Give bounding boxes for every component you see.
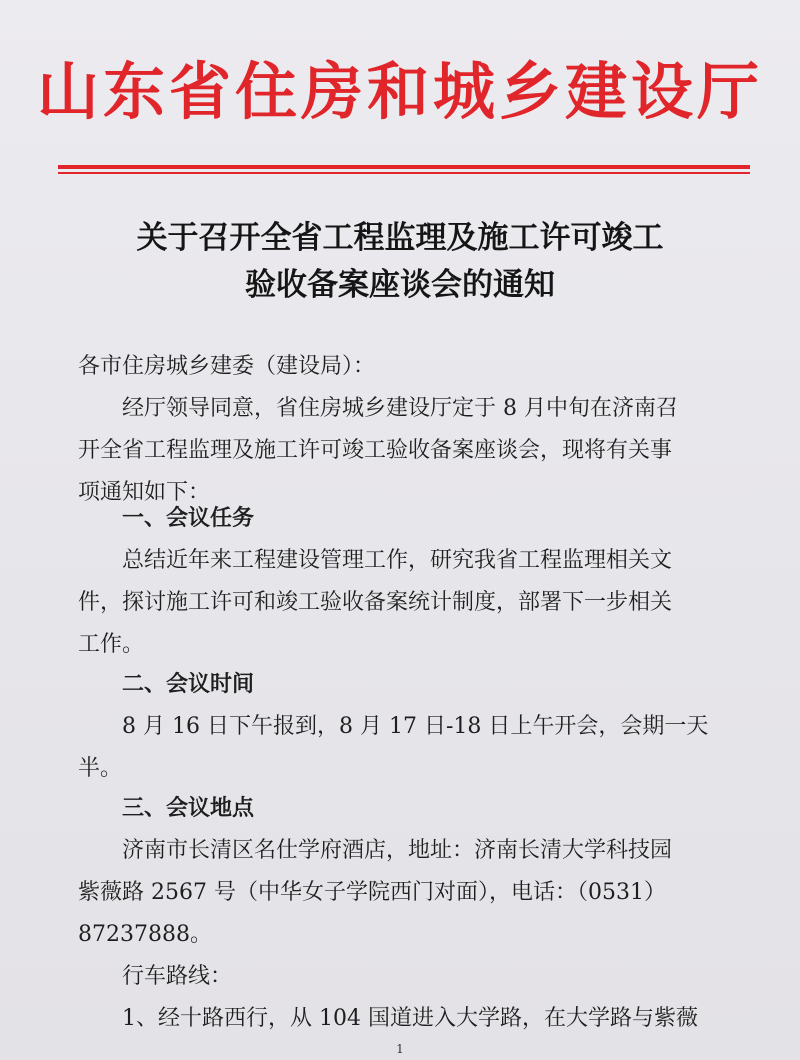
section-1-line-3: 工作。 <box>78 632 145 657</box>
letterhead-title: 山东省住房和城乡建设厅 <box>36 55 763 128</box>
section-2-heading: 二、会议时间 <box>78 672 255 697</box>
section-2-line-1: 8 月 16 日下午报到，8 月 17 日-18 日上午开会，会期一天 <box>78 714 709 739</box>
notice-title-line-2: 验收备案座谈会的通知 <box>245 267 555 303</box>
section-3-heading: 三、会议地点 <box>78 796 255 821</box>
section-1-line-1: 总结近年来工程建设管理工作，研究我省工程监理相关文 <box>78 548 673 573</box>
page-number: 1 <box>396 1042 404 1056</box>
notice-title-line-1: 关于召开全省工程监理及施工许可竣工 <box>136 220 664 256</box>
letterhead-red-rule-thick <box>58 165 750 169</box>
intro-line-2: 开全省工程监理及施工许可竣工验收备案座谈会，现将有关事 <box>78 438 673 463</box>
route-label: 行车路线： <box>78 964 233 989</box>
section-3-line-1: 济南市长清区名仕学府酒店，地址：济南长清大学科技园 <box>78 838 673 863</box>
route-line-1: 1、经十路西行，从 104 国道进入大学路，在大学路与紫薇 <box>78 1006 698 1031</box>
section-1-line-2: 件，探讨施工许可和竣工验收备案统计制度，部署下一步相关 <box>78 590 673 615</box>
section-1-heading: 一、会议任务 <box>78 506 255 531</box>
section-3-line-3: 87237888。 <box>78 922 212 947</box>
section-3-line-2: 紫薇路 2567 号（中华女子学院西门对面），电话：（0531） <box>78 880 666 905</box>
intro-line-1: 经厅领导同意，省住房城乡建设厅定于 8 月中旬在济南召 <box>78 396 678 421</box>
intro-line-3: 项通知如下： <box>78 480 211 505</box>
section-2-line-2: 半。 <box>78 756 123 781</box>
letterhead-red-rule-thin <box>58 172 750 174</box>
salutation: 各市住房城乡建委（建设局）： <box>78 354 376 379</box>
